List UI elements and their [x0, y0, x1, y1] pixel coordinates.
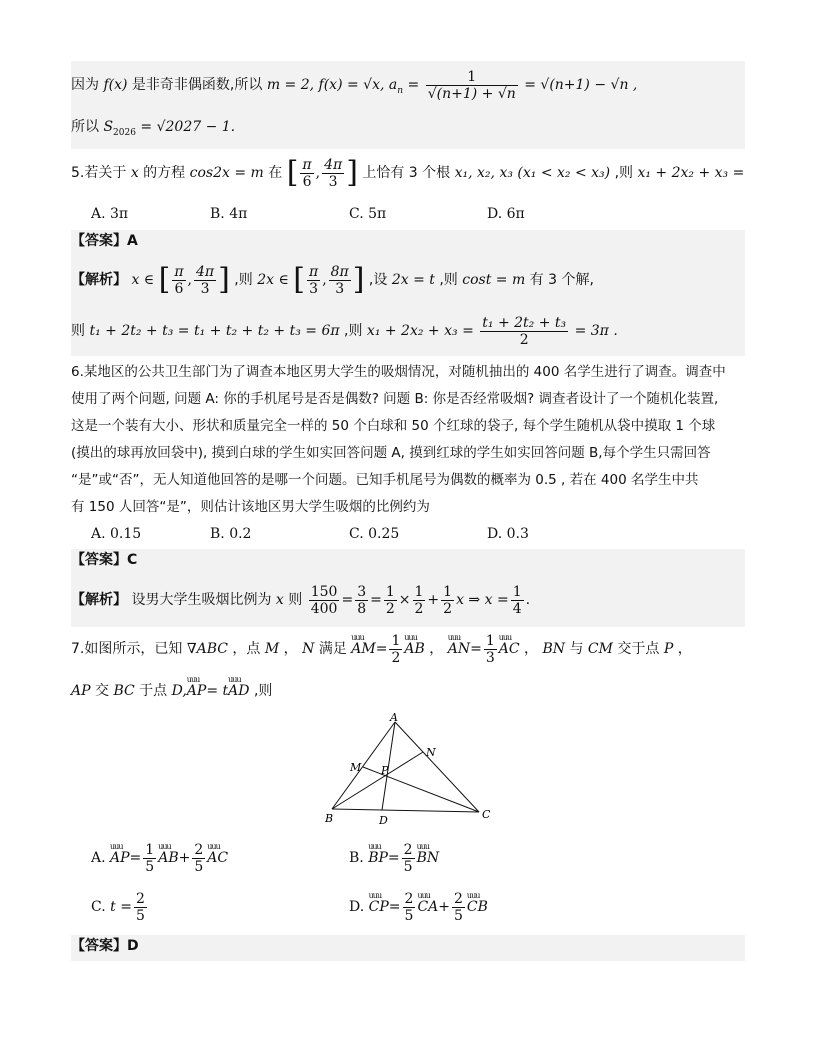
math: ×: [398, 592, 411, 608]
math: f(x): [103, 77, 128, 93]
denominator: 2: [519, 331, 529, 348]
vector: uuu AB: [158, 838, 178, 878]
denominator: 3: [485, 649, 495, 666]
vector: uuu AP: [110, 838, 130, 878]
text: ,则: [344, 323, 363, 339]
fraction: [192, 842, 205, 875]
fraction: [307, 264, 320, 297]
q5-analysis-line-1: 【解析】 x ∈ [ $\frac{\pi}{6}$ , $\frac{4\pi}{3}$ ] ,则 2x ∈ [ $\frac{\pi}{3}$ , $\frac{8\pi}{3}$ ] ,设 2x = t ,则 cost = m 有 3 个解,: [71, 254, 745, 306]
math: m = 2, f(x) = √x, a: [266, 77, 398, 93]
text: ，点: [232, 641, 261, 657]
math: BC: [113, 683, 135, 699]
analysis-label: 【解析】: [71, 592, 127, 608]
q6-line: 使用了两个问题, 问题 A: 你的手机尾号是否是偶数? 问题 B: 你是否经常吸烟? 调查者设计了一个随机化装置,: [71, 391, 719, 407]
numerator: 1: [512, 583, 522, 600]
math: AP: [71, 683, 91, 699]
text: ，: [429, 641, 444, 657]
label-d: D: [379, 814, 388, 827]
q5-option-b: B. 4π: [210, 206, 248, 222]
q6-option-b: B. 0.2: [210, 526, 252, 542]
q6-option-a: A. 0.15: [91, 526, 142, 542]
text: ,则: [439, 272, 458, 288]
numerator: 2: [403, 841, 413, 858]
answer-text: 【答案】C: [71, 552, 138, 568]
denominator: 2: [385, 600, 395, 617]
label-c: C: [482, 808, 491, 821]
math: cos2x = m: [189, 165, 264, 181]
denominator: 4: [512, 600, 522, 617]
bracket: [: [158, 262, 171, 297]
q7-answer: [71, 935, 745, 961]
math: N: [302, 641, 315, 657]
bracket: [: [293, 262, 305, 297]
q6-line: 有 150 人回答“是”，则估计该地区男大学生吸烟的比例约为: [71, 499, 430, 515]
numerator: π: [302, 156, 312, 173]
vector: uuu CB: [467, 887, 488, 927]
math: M: [264, 641, 280, 657]
math: +: [427, 592, 440, 608]
numerator: 2: [135, 890, 145, 907]
denominator: 5: [135, 907, 145, 924]
math: +: [178, 850, 191, 866]
math: =: [370, 592, 382, 608]
q6-stem: [71, 359, 745, 521]
triangle-figure: [322, 712, 502, 827]
fraction: [389, 633, 402, 666]
vector: uuu AB: [404, 632, 424, 666]
numerator: 3: [357, 583, 367, 600]
math-sub: 2026: [113, 127, 136, 138]
fraction: [403, 891, 416, 924]
math: x₁ + 2x₂ + x₃ =: [366, 323, 474, 339]
answer-text: 【答案】D: [71, 938, 139, 954]
math: 2x ∈: [257, 272, 289, 288]
text: 于点: [139, 683, 168, 699]
vector: uuu AM: [351, 632, 375, 666]
vector: uuu AN: [448, 632, 470, 666]
numerator: 2: [404, 890, 414, 907]
q6-line: 这是一个装有大小、形状和质量完全一样的 50 个白球和 50 个红球的袋子, 每个学生随机从袋中摸取 1 个球: [71, 418, 716, 434]
numerator: 8π: [330, 263, 349, 280]
fraction: [413, 584, 426, 617]
fraction: [402, 842, 415, 875]
text: 设男大学生吸烟比例为: [131, 592, 272, 608]
math: t₁ + 2t₂ + t₃ = t₁ + t₂ + t₂ + t₃ = 6π: [89, 323, 340, 339]
fraction: [194, 264, 216, 297]
fraction: [329, 264, 351, 297]
text: 交: [94, 683, 109, 699]
q6-option-c: C. 0.25: [349, 526, 400, 542]
math: x₁ + 2x₂ + x₃ =: [637, 165, 745, 181]
math: .: [525, 592, 531, 608]
fraction: [300, 157, 313, 190]
q6-option-d: D. 0.3: [487, 526, 529, 542]
text: 交于点: [617, 641, 660, 657]
numerator: 2: [454, 890, 463, 907]
math: = t: [206, 683, 229, 699]
text: 则: [288, 592, 303, 608]
option-label: C.: [91, 899, 106, 915]
q7-stem-line-1: [71, 632, 745, 672]
segment-bn: [332, 752, 423, 809]
math: P: [663, 641, 674, 657]
fraction: [322, 157, 344, 190]
denominator: 5: [454, 907, 463, 924]
text: 满足: [318, 641, 347, 657]
numerator: t₁ + 2t₂ + t₃: [482, 314, 567, 331]
denominator: 400: [310, 600, 338, 617]
math: =: [387, 850, 400, 866]
denominator: 2: [391, 649, 401, 666]
q5-option-a: A. 3π: [91, 206, 129, 222]
text: 是非奇非偶函数,所以: [131, 77, 263, 93]
text: ,则: [253, 683, 273, 699]
fraction: [309, 584, 340, 617]
numerator: 1: [414, 583, 424, 600]
math: = 3π .: [574, 323, 618, 339]
text: ,则: [234, 272, 253, 288]
numerator: 150: [310, 583, 338, 600]
option-label: A.: [91, 850, 106, 866]
text: ,设: [368, 272, 388, 288]
fraction: [426, 69, 518, 102]
fraction: [172, 264, 185, 297]
numerator: π: [174, 263, 184, 280]
q6-line: 6.某地区的公共卫生部门为了调查本地区男大学生的吸烟情况，对随机抽出的 400 名学生进行了调查。调查中: [71, 364, 726, 380]
q7-option-b: [349, 838, 439, 878]
option-label: D.: [349, 899, 365, 915]
fraction: [480, 315, 568, 348]
math: =: [129, 850, 142, 866]
math: =: [375, 641, 388, 657]
bracket: ]: [218, 262, 230, 297]
vector: uuu AP: [187, 680, 207, 702]
bracket: [: [286, 155, 299, 190]
math: ∇ABC: [186, 641, 228, 657]
q7-stem-line-2: [71, 680, 745, 704]
math: S: [103, 119, 114, 135]
denominator: 5: [404, 907, 414, 924]
q6-analysis: [71, 573, 745, 627]
text: 上恰有 3 个根: [362, 165, 451, 181]
math: +: [438, 899, 450, 915]
math: BN: [542, 641, 566, 657]
vector: uuu BN: [417, 838, 440, 878]
denominator: 2: [414, 600, 424, 617]
text: ，: [524, 641, 539, 657]
denominator: 2: [443, 600, 453, 617]
text: 则: [71, 323, 85, 339]
math: x₁, x₂, x₃ (x₁ < x₂ < x₃): [454, 165, 611, 181]
numerator: 1: [426, 69, 518, 86]
text: 7.如图所示，已知: [71, 641, 183, 657]
fraction: [441, 584, 454, 617]
option-label: B.: [349, 850, 364, 866]
numerator: 1: [391, 632, 401, 649]
side-bc: [332, 809, 479, 812]
denominator: 3: [328, 173, 338, 190]
denominator: √(n+1) + √n: [427, 85, 516, 102]
fraction: [355, 584, 368, 617]
fraction: [384, 584, 397, 617]
math: x ∈: [131, 272, 155, 288]
vector: uuu CP: [369, 887, 389, 927]
prev-solution-line-2: [71, 109, 745, 149]
denominator: 3: [200, 280, 210, 297]
vector: uuu AD: [228, 680, 249, 702]
math: =: [470, 641, 482, 657]
denominator: 6: [174, 280, 184, 297]
q6-line: “是”或“否”，无人知道他回答的是哪一个问题。已知手机尾号为偶数的概率为 0.5 , 若在 400 名学生中共: [71, 472, 699, 488]
math: CM: [587, 641, 613, 657]
q6-line: (摸出的球再放回袋中), 摸到白球的学生如实回答问题 A, 摸到红球的学生如实回答问题 B,每个学生只需回答: [71, 445, 711, 461]
numerator: π: [308, 263, 319, 280]
math: 2x = t: [391, 272, 435, 288]
vector: uuu AC: [499, 632, 520, 666]
math: x: [275, 592, 284, 608]
label-p: P: [381, 764, 389, 777]
q5-option-d: D. 6π: [487, 206, 525, 222]
math-sub: n: [397, 85, 404, 96]
answer-text: 【答案】A: [71, 233, 138, 249]
prev-solution-line-1: [71, 61, 745, 109]
numerator: 1: [145, 841, 155, 858]
fraction: [511, 584, 524, 617]
math: =: [407, 77, 420, 93]
numerator: 1: [485, 632, 495, 649]
text: 所以: [71, 119, 99, 135]
math: D,: [171, 683, 187, 699]
q5-stem: 5.若关于 x 的方程 cos2x = m 在 [ $\frac{\pi}{6}$ , $\frac{4\pi}{3}$ ] 上恰有 3 个根 x₁, x₂, x₃ (x₁ < x₂ < x₃) ,则 x₁ + 2x₂ + x₃ =: [71, 155, 745, 190]
text: 与: [569, 641, 584, 657]
label-a: A: [390, 712, 398, 724]
numerator: 1: [443, 583, 453, 600]
text: ，: [677, 641, 692, 657]
denominator: 3: [335, 280, 345, 297]
math: = √(n+1) − √n ,: [524, 77, 638, 93]
numerator: 4π: [324, 156, 343, 173]
q5-answer: [71, 230, 745, 254]
vector: uuu CA: [417, 887, 438, 927]
bracket: ]: [346, 155, 358, 190]
math: cost = m: [462, 272, 526, 288]
label-b: B: [325, 812, 334, 825]
denominator: 6: [302, 173, 312, 190]
numerator: 2: [194, 841, 204, 858]
fraction: [134, 891, 147, 924]
fraction: [452, 891, 465, 924]
math: =: [388, 899, 401, 915]
text: 有 3 个解,: [529, 272, 594, 288]
math: x ⇒ x =: [456, 592, 509, 608]
math: x: [130, 165, 139, 181]
math: = √2027 − 1.: [140, 119, 236, 135]
fraction: [484, 633, 497, 666]
denominator: 5: [145, 858, 155, 875]
q7-option-d: [349, 887, 488, 927]
text: 5.若关于: [71, 165, 127, 181]
side-ac: [395, 722, 479, 812]
vector: uuu BP: [368, 838, 388, 878]
q5-analysis-line-2: [71, 306, 745, 356]
numerator: 1: [385, 583, 395, 600]
q6-answer: [71, 549, 745, 573]
analysis-label: 【解析】: [71, 272, 127, 288]
q7-option-c: [91, 887, 149, 927]
math: t =: [110, 899, 132, 915]
text: 的方程: [143, 165, 186, 181]
fraction: [143, 842, 156, 875]
label-m: M: [350, 761, 362, 774]
denominator: 5: [194, 858, 204, 875]
label-n: N: [426, 746, 436, 759]
denominator: 5: [403, 858, 413, 875]
text: 在: [268, 165, 283, 181]
math: =: [341, 592, 354, 608]
q5-option-c: C. 5π: [349, 206, 387, 222]
denominator: 8: [357, 600, 367, 617]
numerator: 4π: [196, 263, 215, 280]
q7-option-a: [91, 838, 228, 878]
denominator: 3: [309, 280, 319, 297]
bracket: ]: [352, 262, 365, 297]
vector: uuu AC: [207, 838, 228, 878]
text: ，: [283, 641, 298, 657]
text: 因为: [71, 77, 99, 93]
text: ,则: [614, 165, 634, 181]
